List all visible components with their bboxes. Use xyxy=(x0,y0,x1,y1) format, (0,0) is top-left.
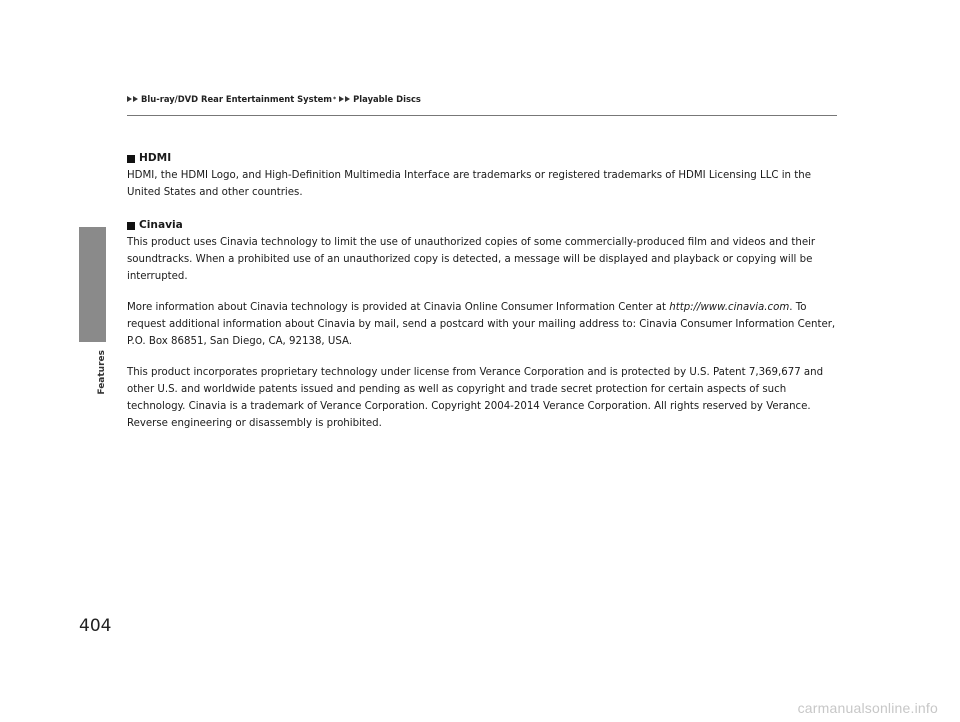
section-heading-cinavia xyxy=(127,217,837,234)
page-number: 404 xyxy=(79,616,112,636)
watermark: carmanualsonline.info xyxy=(797,700,938,716)
square-bullet-icon xyxy=(127,155,135,163)
hdmi-paragraph: HDMI, the HDMI Logo, and High-Definition Multimedia Interface are trademarks or registered trademarks of HDMI Licensing LLC in the United States and other countries. xyxy=(127,170,811,198)
breadcrumb-arrow-icon xyxy=(127,96,139,102)
cinavia-info-paragraph xyxy=(127,299,837,350)
breadcrumb-arrow-icon xyxy=(339,96,351,102)
breadcrumb xyxy=(127,94,421,104)
header-divider xyxy=(127,115,837,116)
section-title: Cinavia xyxy=(139,219,183,231)
sidebar-tab xyxy=(79,227,106,342)
info-text: . To request additional information about Cinavia by mail, send a postcard with your mailing address to: Cinavia Consumer Information Center, P.O. Box 86851, San Diego, CA, 92138, USA. xyxy=(127,302,836,347)
cinavia-paragraph: This product uses Cinavia technology to limit the use of unauthorized copies of some commercially-produced film and videos and their soundtracks. When a prohibited use of an unauthorized copy is detected, a message will be displayed and playback or copying will be interrupted. xyxy=(127,237,816,282)
section-heading-hdmi xyxy=(127,150,837,167)
sidebar-label: Features xyxy=(97,350,107,395)
square-bullet-icon xyxy=(127,222,135,230)
breadcrumb-current[interactable]: Playable Discs xyxy=(353,94,421,104)
breadcrumb-parent[interactable]: Blu-ray/DVD Rear Entertainment System xyxy=(141,94,333,104)
info-text: More information about Cinavia technology is provided at Cinavia Online Consumer Information Center at xyxy=(127,302,667,313)
cinavia-link[interactable]: http://www.cinavia.com xyxy=(669,302,790,313)
breadcrumb-marker: * xyxy=(333,95,337,103)
page-content xyxy=(127,150,837,432)
section-title: HDMI xyxy=(139,152,172,164)
license-paragraph: This product incorporates proprietary technology under license from Verance Corporation and is protected by U.S. Patent 7,369,677 and other U.S. and worldwide patents issued and pending as well as copyright and trade secret protection for certain aspects of such technology. Cinavia is a trademark of Verance Corporation. Copyright 2004-2014 Verance Corporation. All rights reserved by Verance. Reverse engineering or disassembly is prohibited. xyxy=(127,367,824,429)
